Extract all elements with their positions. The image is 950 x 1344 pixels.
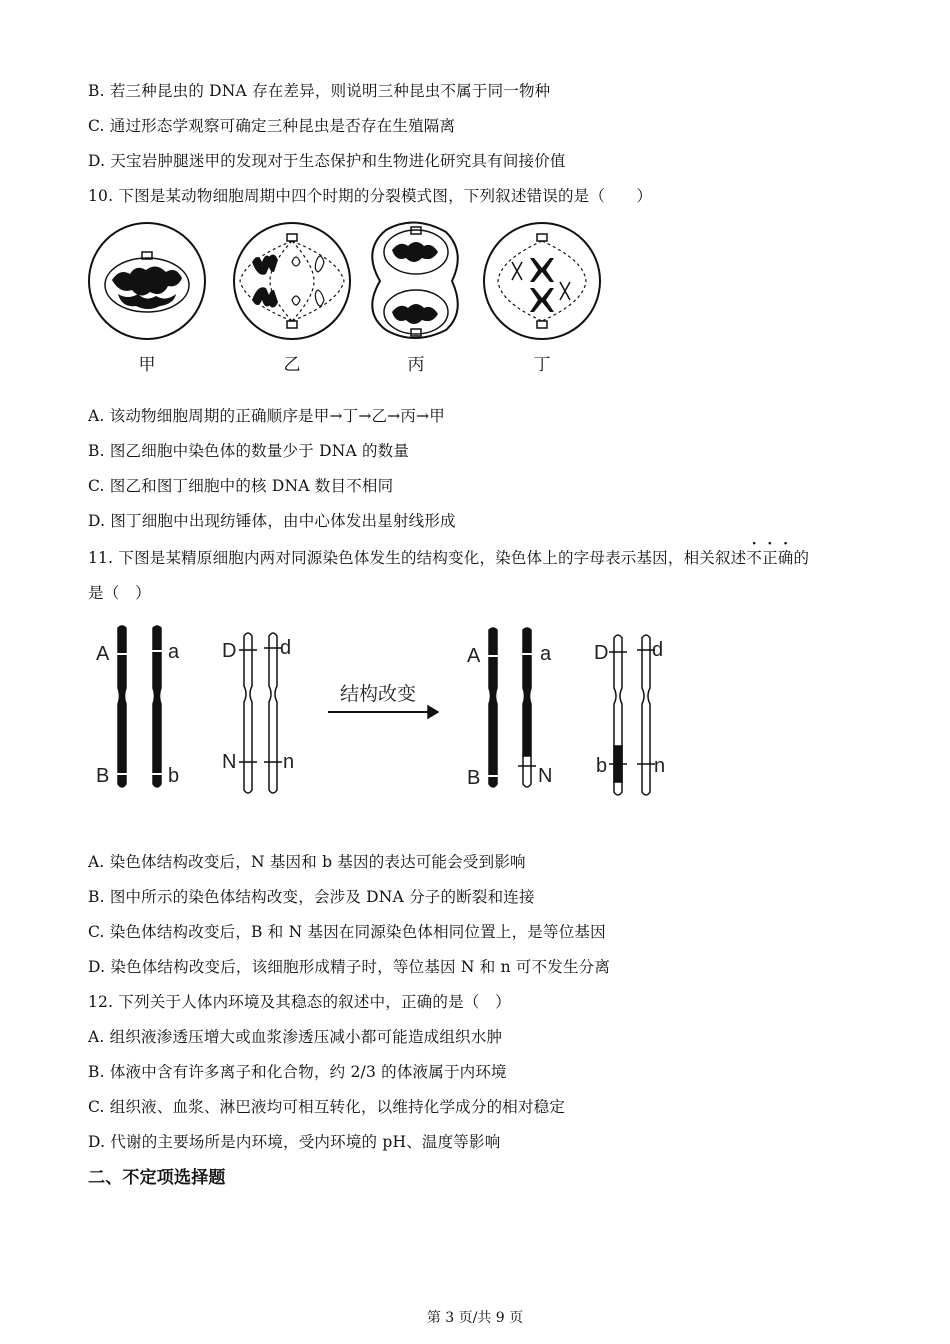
cell-label-bing: 丙	[407, 355, 425, 375]
cell-label-yi: 乙	[283, 355, 301, 375]
q11-stem-end: 的	[793, 549, 810, 567]
cell-label-ding: 丁	[533, 355, 551, 375]
q12-option-d: D. 代谢的主要场所是内环境，受内环境的 pH、温度等影响	[88, 1133, 501, 1151]
q9-option-b: B. 若三种昆虫的 DNA 存在差异，则说明三种昆虫不属于同一物种	[88, 82, 551, 100]
q9-option-c: C. 通过形态学观察可确定三种昆虫是否存在生殖隔离	[88, 117, 456, 135]
emph-char: · 不	[746, 536, 763, 567]
chromosome-figure	[0, 622, 950, 812]
q11-option-b: B. 图中所示的染色体结构改变，会涉及 DNA 分子的断裂和连接	[88, 888, 535, 906]
q10-stem: 10. 下图是某动物细胞周期中四个时期的分裂模式图，下列叙述错误的是（ ）	[88, 187, 653, 205]
q12-option-c: C. 组织液、血浆、淋巴液均可相互转化，以维持化学成分的相对稳定	[88, 1098, 566, 1116]
gene-before-D: D	[222, 640, 237, 662]
page-footer: 第 3 页/共 9 页	[426, 1310, 524, 1326]
q10-option-d: D. 图丁细胞中出现纺锤体，由中心体发出星射线形成	[88, 512, 456, 530]
section-heading: 二、不定项选择题	[88, 1168, 226, 1188]
gene-before-N: N	[222, 751, 237, 773]
gene-after-D: D	[594, 642, 609, 664]
cell-bing	[372, 222, 457, 338]
q11-option-a: A. 染色体结构改变后，N 基因和 b 基因的表达可能会受到影响	[88, 853, 526, 871]
gene-after-B: B	[467, 767, 481, 789]
q12-stem: 12. 下列关于人体内环境及其稳态的叙述中，正确的是（ ）	[88, 993, 511, 1011]
q11-stem-line2: 是（ ）	[88, 584, 151, 602]
emph-char: · 确	[777, 536, 794, 567]
arrow-label: 结构改变	[340, 684, 417, 705]
gene-after-n: n	[654, 755, 666, 777]
cell-division-figure	[0, 218, 950, 358]
emph-char: · 正	[762, 536, 778, 567]
q12-option-b: B. 体液中含有许多离子和化合物，约 2/3 的体液属于内环境	[88, 1063, 507, 1081]
q11-option-c: C. 染色体结构改变后，B 和 N 基因在同源染色体相同位置上，是等位基因	[88, 923, 606, 941]
gene-after-d: d	[652, 639, 664, 661]
gene-before-a: a	[168, 641, 180, 663]
q12-option-a: A. 组织液渗透压增大或血浆渗透压减小都可能造成组织水肿	[88, 1028, 503, 1046]
q10-option-a: A. 该动物细胞周期的正确顺序是甲→丁→乙→丙→甲	[88, 407, 445, 425]
gene-after-a: a	[540, 643, 552, 665]
q11-stem	[88, 536, 810, 568]
gene-before-d: d	[280, 637, 292, 659]
cell-yi	[234, 223, 350, 339]
gene-before-A: A	[96, 643, 110, 665]
gene-before-n: n	[283, 751, 295, 773]
cell-ding	[484, 223, 600, 339]
q11-stem-text: 11. 下图是某精原细胞内两对同源染色体发生的结构变化，染色体上的字母表示基因，相关叙述	[88, 549, 747, 567]
gene-before-B: B	[96, 765, 110, 787]
chromosome-a-big	[118, 626, 126, 787]
q10-option-b: B. 图乙细胞中染色体的数量少于 DNA 的数量	[88, 442, 410, 460]
gene-before-b: b	[168, 765, 180, 787]
cell-jia	[89, 223, 205, 339]
chromosome-d-small	[269, 633, 277, 793]
gene-after-N: N	[538, 765, 553, 787]
q10-option-c: C. 图乙和图丁细胞中的核 DNA 数目不相同	[88, 477, 394, 495]
chromosome-d-big	[244, 633, 252, 793]
q9-option-d: D. 天宝岩肿腿迷甲的发现对于生态保护和生物进化研究具有间接价值	[88, 152, 566, 170]
gene-after-b: b	[596, 755, 608, 777]
q11-option-d: D. 染色体结构改变后，该细胞形成精子时，等位基因 N 和 n 可不发生分离	[88, 958, 611, 976]
cell-label-jia: 甲	[138, 355, 156, 375]
gene-after-A: A	[467, 645, 481, 667]
